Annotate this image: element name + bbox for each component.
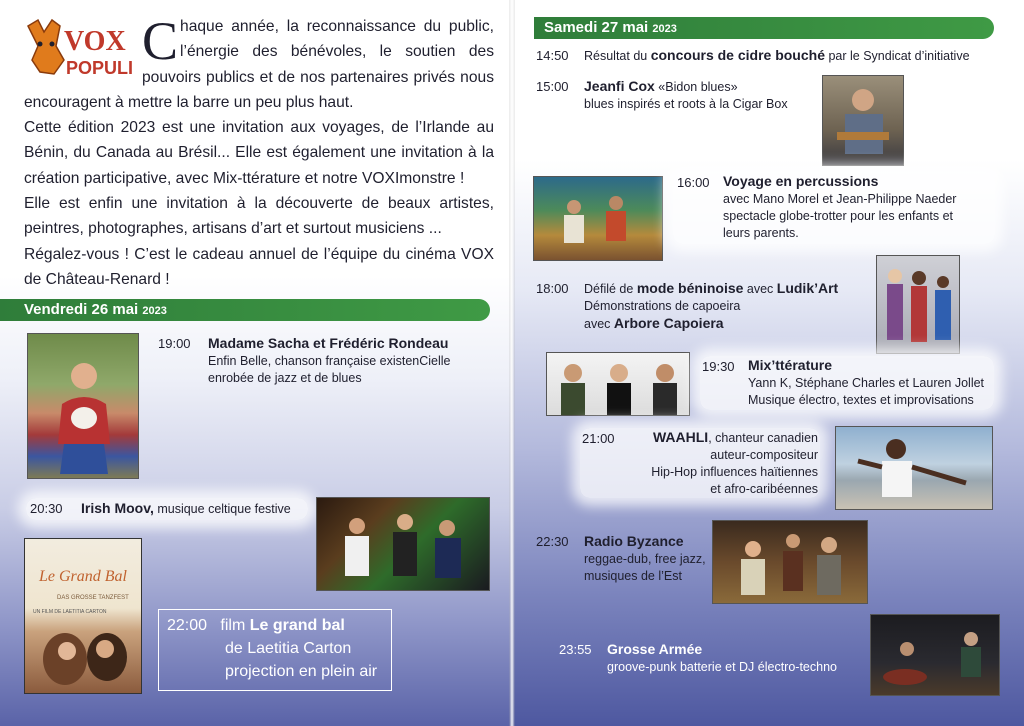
- intro-text: [24, 11, 494, 292]
- event-15-00: 15:00 Jeanfi Cox «Bidon blues» blues inspirés et roots à la Cigar Box: [536, 78, 788, 111]
- photo-mode-beninoise: [876, 255, 960, 354]
- photo-madame-sacha: [27, 333, 139, 479]
- event-23-55: 23:55 Grosse Armée groove-punk batterie et DJ électro-techno: [559, 641, 837, 674]
- event-19-30: 19:30 Mix’ttérature Yann K, Stéphane Charles et Lauren Jollet Musique électro, textes et improvisations: [700, 356, 994, 410]
- vox-populi-logo: [24, 16, 134, 82]
- photo-waahli: [835, 426, 993, 510]
- intro-paragraph-4: Régalez-vous ! C’est le cadeau annuel de l’équipe du cinéma VOX de Château-Renard !: [24, 245, 494, 288]
- intro-paragraph-3: Elle est enfin une invitation à la découverte de beaux artistes, peintres, photographes, artisans d’art et surtout musiciens ...: [24, 195, 494, 238]
- dropcap: C: [142, 11, 179, 71]
- photo-mixtterature: [546, 352, 690, 416]
- svg-text:POPULI: POPULI: [66, 58, 134, 78]
- page-fold: [509, 0, 515, 726]
- photo-jeanfi-cox: [822, 75, 904, 166]
- saturday-banner: Samedi 27 mai 2023: [534, 17, 994, 39]
- event-22-30: 22:30 Radio Byzance reggae-dub, free jazz, musiques de l’Est: [536, 533, 706, 583]
- svg-text:UN FILM DE LAETITIA CARTON: UN FILM DE LAETITIA CARTON: [33, 609, 107, 615]
- event-21-00: 21:00 WAAHLI, chanteur canadien auteur-compositeur Hip-Hop influences haïtiennes et afro-caribéennes: [582, 429, 818, 496]
- photo-radio-byzance: [712, 520, 868, 604]
- photo-irish-moov: [316, 497, 490, 591]
- fox-logo-icon: [24, 16, 134, 82]
- event-19-00: 19:00 Madame Sacha et Frédéric Rondeau Enfin Belle, chanson française existenCielle enrobée de jazz et de blues: [158, 335, 451, 385]
- event-16-00: 16:00 Voyage en percussions avec Mano Morel et Jean-Philippe Naeder spectacle globe-trotter pour les enfants et leurs parents.: [673, 172, 995, 244]
- intro-paragraph-2: Cette édition 2023 est une invitation aux voyages, de l’Irlande au Bénin, du Canada au Brésil... Elle est également une invitation à la création participative, avec Mix-ttérature et notre VOXImonstre !: [24, 119, 494, 187]
- photo-voyage-percussions: [533, 176, 663, 261]
- intro-paragraph-1: haque année, la reconnaissance du public, l’énergie des bénévoles, le soutien des pouvoirs publics et de nos partenaires privés nous encouragent à mettre la barre un peu plus haut.: [24, 18, 494, 111]
- event-14-50: 14:50 Résultat du concours de cidre bouché par le Syndicat d’initiative: [536, 47, 970, 63]
- svg-text:VOX: VOX: [64, 26, 126, 57]
- svg-text:Le Grand Bal: Le Grand Bal: [39, 568, 127, 585]
- film-box: 22:00 film Le grand bal de Laetitia Carton projection en plein air: [158, 609, 392, 691]
- friday-banner: Vendredi 26 mai 2023: [0, 299, 490, 321]
- photo-grosse-armee: [870, 614, 1000, 696]
- svg-text:DAS GROSSE TANZFEST: DAS GROSSE TANZFEST: [57, 595, 129, 601]
- film-poster: [24, 538, 142, 694]
- event-20-30: 20:30 Irish Moov, musique celtique festive: [26, 498, 308, 520]
- event-18-00: 18:00 Défilé de mode béninoise avec Ludik’Art Démonstrations de capoeira avec Arbore Capoiera: [536, 280, 839, 331]
